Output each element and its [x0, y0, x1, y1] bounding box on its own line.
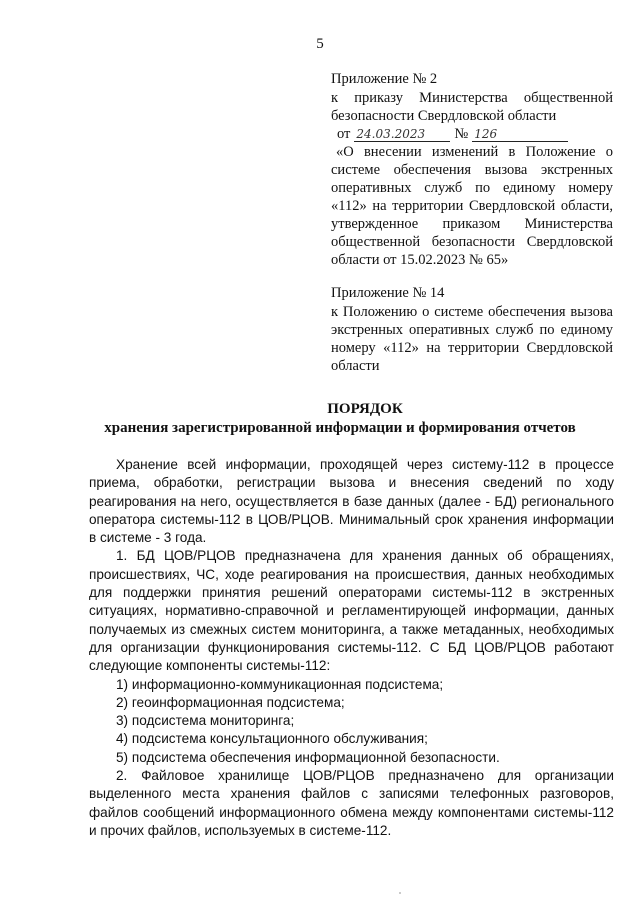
document-title — [0, 400, 640, 438]
page-number: 5 — [316, 36, 324, 52]
appendix-2-reference: к приказу Министерства общественной безопасности Свердловской области — [331, 90, 613, 124]
number-prefix: № — [454, 126, 469, 142]
paragraph-2: 2. Файловое хранилище ЦОВ/РЦОВ предназначено для организации выделенного места хранения файлов с записями телефонных разговоров, файлов сообщений информационного обмена между компонентами системы-112 и прочих файлов, используемых в системе-112. — [89, 768, 614, 838]
title-line-2: хранения зарегистрированной информации и формирования отчетов — [104, 420, 576, 436]
handwritten-number: 126 — [472, 127, 568, 142]
date-prefix: от — [337, 126, 351, 142]
appendix-2-heading: Приложение № 2 — [331, 71, 438, 87]
appendix-2-order-title: «О внесении изменений в Положение о системе обеспечения вызова экстренных оперативных служб по единому номеру «112» на территории Свердловской области, утвержденное приказом Министерства общественной безопасности Свердловской области от 15.02.2023 № 65» — [331, 144, 613, 268]
list-item: 5) подсистема обеспечения информационной безопасности. — [116, 749, 500, 765]
intro-paragraph: Хранение всей информации, проходящей через систему-112 в процессе приема, обработки, регистрации вызова и внесения сведений по ходу реагирования на него, осуществляется в базе данных (далее - БД) регионального оператора системы-112 в ЦОВ/РЦОВ. Минимальный срок хранения информации в системе - 3 года. — [89, 457, 614, 546]
list-item: 1) информационно-коммуникационная подсистема; — [116, 676, 444, 692]
list-item: 2) геоинформационная подсистема; — [116, 694, 345, 710]
components-list — [89, 676, 614, 767]
appendix-14-heading: Приложение № 14 — [331, 285, 445, 301]
document-body — [89, 456, 614, 840]
paragraph-1: 1. БД ЦОВ/РЦОВ предназначена для хранения данных об обращениях, происшествиях, ЧС, ходе реагирования на происшествия, данных необходимых для поддержки принятия решений операторами системы-112 в экстренных ситуациях, нормативно-справочной и регламентирующей информации, данных получаемых из смежных систем мониторинга, а также метаданных, необходимых для организации функционирования системы-112. С БД ЦОВ/РЦОВ работают следующие компоненты системы-112: — [89, 548, 614, 674]
scan-speck — [399, 892, 401, 894]
order-date-number-line — [331, 125, 613, 143]
appendix-14-reference: к Положению о системе обеспечения вызова экстренных оперативных служб по единому номеру «112» на территории Свердловской области — [331, 304, 613, 374]
appendix-14-block — [331, 284, 613, 375]
appendix-2-block — [331, 70, 613, 269]
list-item: 3) подсистема мониторинга; — [116, 713, 295, 729]
list-item: 4) подсистема консультационного обслуживания; — [116, 731, 428, 747]
handwritten-date: 24.03.2023 — [354, 127, 450, 142]
title-line-1: ПОРЯДОК — [327, 401, 403, 417]
